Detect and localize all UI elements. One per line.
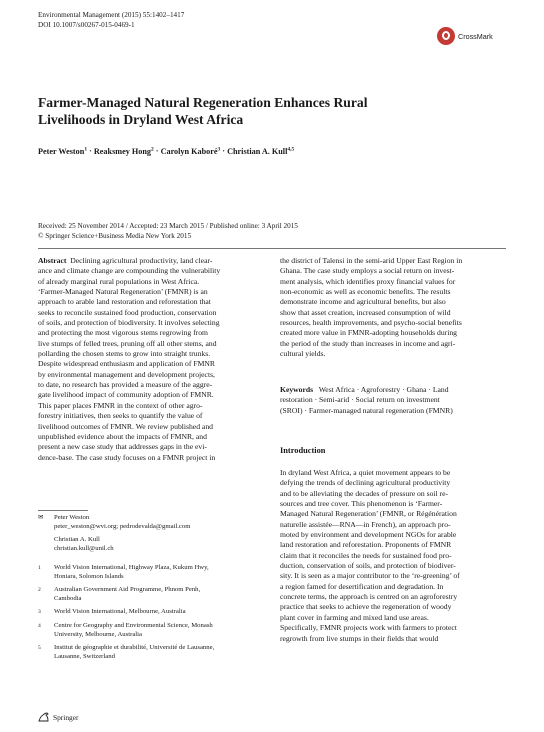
abstract-line: resources, health improvements, and psycho-social benefits bbox=[280, 318, 462, 328]
author-list bbox=[38, 146, 294, 156]
author-separator: · bbox=[87, 146, 94, 156]
keywords-line: (SROI) · Farmer-managed natural regeneration (FMNR) bbox=[280, 405, 453, 415]
journal-citation: Environmental Management (2015) 55:1402–1417 bbox=[38, 11, 185, 19]
section-heading: Introduction bbox=[280, 446, 326, 455]
abstract-line: and protecting the most vigorous stems regrowing from bbox=[38, 328, 208, 338]
abstract-line: by environmental management and development projects, bbox=[38, 369, 215, 379]
copyright-line: © Springer Science+Business Media New York 2015 bbox=[38, 231, 192, 240]
paper-title bbox=[38, 94, 508, 128]
keywords-line: restoration · Semi-arid · Social return on investment bbox=[280, 395, 440, 405]
intro-line: sources and tree cover. This phenomenon is ‘Farmer- bbox=[280, 499, 443, 509]
running-header bbox=[38, 11, 184, 30]
header-divider bbox=[38, 248, 506, 249]
abstract-line: Abstract Declining agricultural productivity, land clear- bbox=[38, 256, 213, 265]
abstract-continued bbox=[280, 256, 506, 359]
abstract-line: present a new case study that addresses gaps in the evi- bbox=[38, 442, 207, 452]
abstract-line: show that asset creation, increased consumption of wild bbox=[280, 307, 451, 317]
abstract-line: demonstrate income and agricultural benefits, but also bbox=[280, 297, 446, 307]
keywords-line: Keywords West Africa · Agroforestry · Ghana · Land bbox=[280, 385, 449, 394]
abstract-line: the district of Talensi in the semi-arid Upper East Region in bbox=[280, 256, 463, 265]
intro-line: and to be alleviating the decades of pressure on soil re- bbox=[280, 488, 449, 498]
intro-line: claim that it reconciles the needs for sustained food pro- bbox=[280, 550, 452, 560]
intro-line: duction, conservation of soils, and protection of biodiver- bbox=[280, 561, 456, 571]
abstract-line: livelihood outcomes of FMNR. We review published and bbox=[38, 421, 213, 431]
author-separator: · bbox=[220, 146, 228, 156]
footnote-divider bbox=[38, 510, 88, 511]
intro-line: regrowth from live stumps in their fields that would bbox=[280, 633, 439, 643]
intro-line: In dryland West Africa, a quiet movement appears to be bbox=[280, 468, 451, 477]
publication-dates bbox=[38, 222, 298, 242]
abstract-line: forestry initiatives, then seeks to quantify the value of bbox=[38, 411, 203, 421]
intro-line: practice that seeks to achieve the regeneration of woody bbox=[280, 602, 452, 612]
intro-line: land restoration and reforestation. Proponents of FMNR bbox=[280, 540, 452, 550]
correspondence bbox=[38, 514, 264, 553]
author: Peter Weston$^1$ bbox=[38, 146, 88, 156]
keywords-label: Keywords bbox=[280, 385, 314, 394]
crossmark-badge[interactable] bbox=[437, 27, 493, 45]
intro-line: Managed Natural Regeneration’ (FMNR, or Régénération bbox=[280, 509, 457, 519]
intro-line: a region famed for desertification and degradation. In bbox=[280, 581, 444, 591]
abstract-line: ment analysis, which identifies proxy financial values for bbox=[280, 276, 456, 286]
abstract bbox=[38, 256, 264, 463]
abstract-line: Ghana. The case study employs a social return on invest- bbox=[280, 266, 455, 276]
abstract-line: ance and climate change are compounding the vulnerability bbox=[38, 266, 221, 276]
title-line: Livelihoods in Dryland West Africa bbox=[38, 112, 244, 127]
abstract-label: Abstract bbox=[38, 256, 67, 265]
abstract-line: dence-base. The case study focuses on a FMNR project in bbox=[38, 452, 216, 462]
correspondence-email[interactable]: peter_weston@wvi.org; pedrodevalda@gmail.com bbox=[54, 522, 191, 530]
introduction-body bbox=[280, 468, 506, 644]
abstract-line: approach to arable land restoration and reforestation that bbox=[38, 297, 211, 307]
title-line: Farmer-Managed Natural Regeneration Enhances Rural bbox=[38, 95, 368, 110]
correspondence-name: Christian A. Kull bbox=[54, 536, 100, 544]
springer-horse-icon bbox=[38, 712, 50, 722]
abstract-line: cultural yields. bbox=[280, 349, 326, 359]
correspondence-name: Peter Weston bbox=[54, 514, 90, 521]
abstract-line: the period of the study than increases in income and agri- bbox=[280, 338, 456, 348]
abstract-line: ‘Farmer-Managed Natural Regeneration’ (FMNR) is an bbox=[38, 287, 208, 297]
abstract-line: gate livelihood impact of community adoption of FMNR. bbox=[38, 390, 214, 400]
intro-line: sity. It is seen as a major contributor to the ‘re-greening’ of bbox=[280, 571, 460, 581]
intro-line: naturelle assistée—RNA—in French), an approach pro- bbox=[280, 519, 451, 529]
author: Reaksmey Hong$^2$ bbox=[93, 146, 154, 156]
correspondence-email[interactable]: christian.kull@unil.ch bbox=[54, 544, 114, 552]
author-separator: · bbox=[153, 146, 161, 156]
affiliations: 1 World Vision International, Highway Plaza, Kukum Hwy, Honiara, Solomon Islands 2 Australian Government Aid Programme, Phnom Penh, Cambodia 3 World Vision International, Melbourne, Australia 4 Centre for Geography and Environmental Science, Monash University, Melbourne, Australia 5 Institut de géographie et durabilité, Université de Lausanne, Lausanne, Switzerland bbox=[38, 564, 215, 660]
abstract-line: seeks to reconcile sustained food production, conservation bbox=[38, 307, 217, 317]
intro-line: defying the trends of declining agricultural productivity bbox=[280, 478, 451, 488]
crossmark-label: CrossMark bbox=[458, 31, 493, 41]
abstract-line: of already marginal rural populations in West Africa. bbox=[38, 276, 200, 286]
author: Christian A. Kull$^{4,5}$ bbox=[227, 146, 295, 156]
intro-line: moted by environment and development NGOs for arable bbox=[280, 530, 457, 540]
abstract-line: to date, no research has provided a measure of the aggre- bbox=[38, 380, 213, 390]
keywords bbox=[280, 385, 506, 416]
author: Carolyn Kaboré$^3$ bbox=[160, 146, 221, 156]
intro-line: concrete terms, the approach is centred on an agroforestry bbox=[280, 592, 458, 602]
envelope-icon: ✉ bbox=[38, 514, 44, 521]
doi: DOI 10.1007/s00267-015-0469-1 bbox=[38, 20, 135, 29]
abstract-line: Despite widespread enthusiasm and application of FMNR bbox=[38, 359, 215, 369]
intro-line: plant cover in farming and mixed land use areas. bbox=[280, 612, 429, 622]
publisher-logo bbox=[38, 712, 78, 722]
abstract-line: of soils, and protection of biodiversity. It involves selecting bbox=[38, 318, 220, 328]
abstract-line: live stumps of felled trees, pruning off all other stems, and bbox=[38, 338, 217, 348]
dates-line: Received: 25 November 2014 / Accepted: 23 March 2015 / Published online: 3 April 2015 bbox=[38, 222, 298, 230]
abstract-line: non-economic as well as economic benefits. The results bbox=[280, 287, 451, 297]
abstract-line: This paper places FMNR in the context of other agro- bbox=[38, 400, 203, 410]
abstract-line: created more value in FMNR-adopting households during bbox=[280, 328, 457, 338]
publisher-name: Springer bbox=[53, 712, 79, 722]
crossmark-icon bbox=[437, 27, 455, 45]
abstract-line: unpublished evidence about the impacts of FMNR, and bbox=[38, 431, 207, 441]
intro-line: Specifically, FMNR projects work with farmers to protect bbox=[280, 623, 457, 633]
abstract-line: pollarding the chosen stems to grow into straight trunks. bbox=[38, 349, 211, 359]
